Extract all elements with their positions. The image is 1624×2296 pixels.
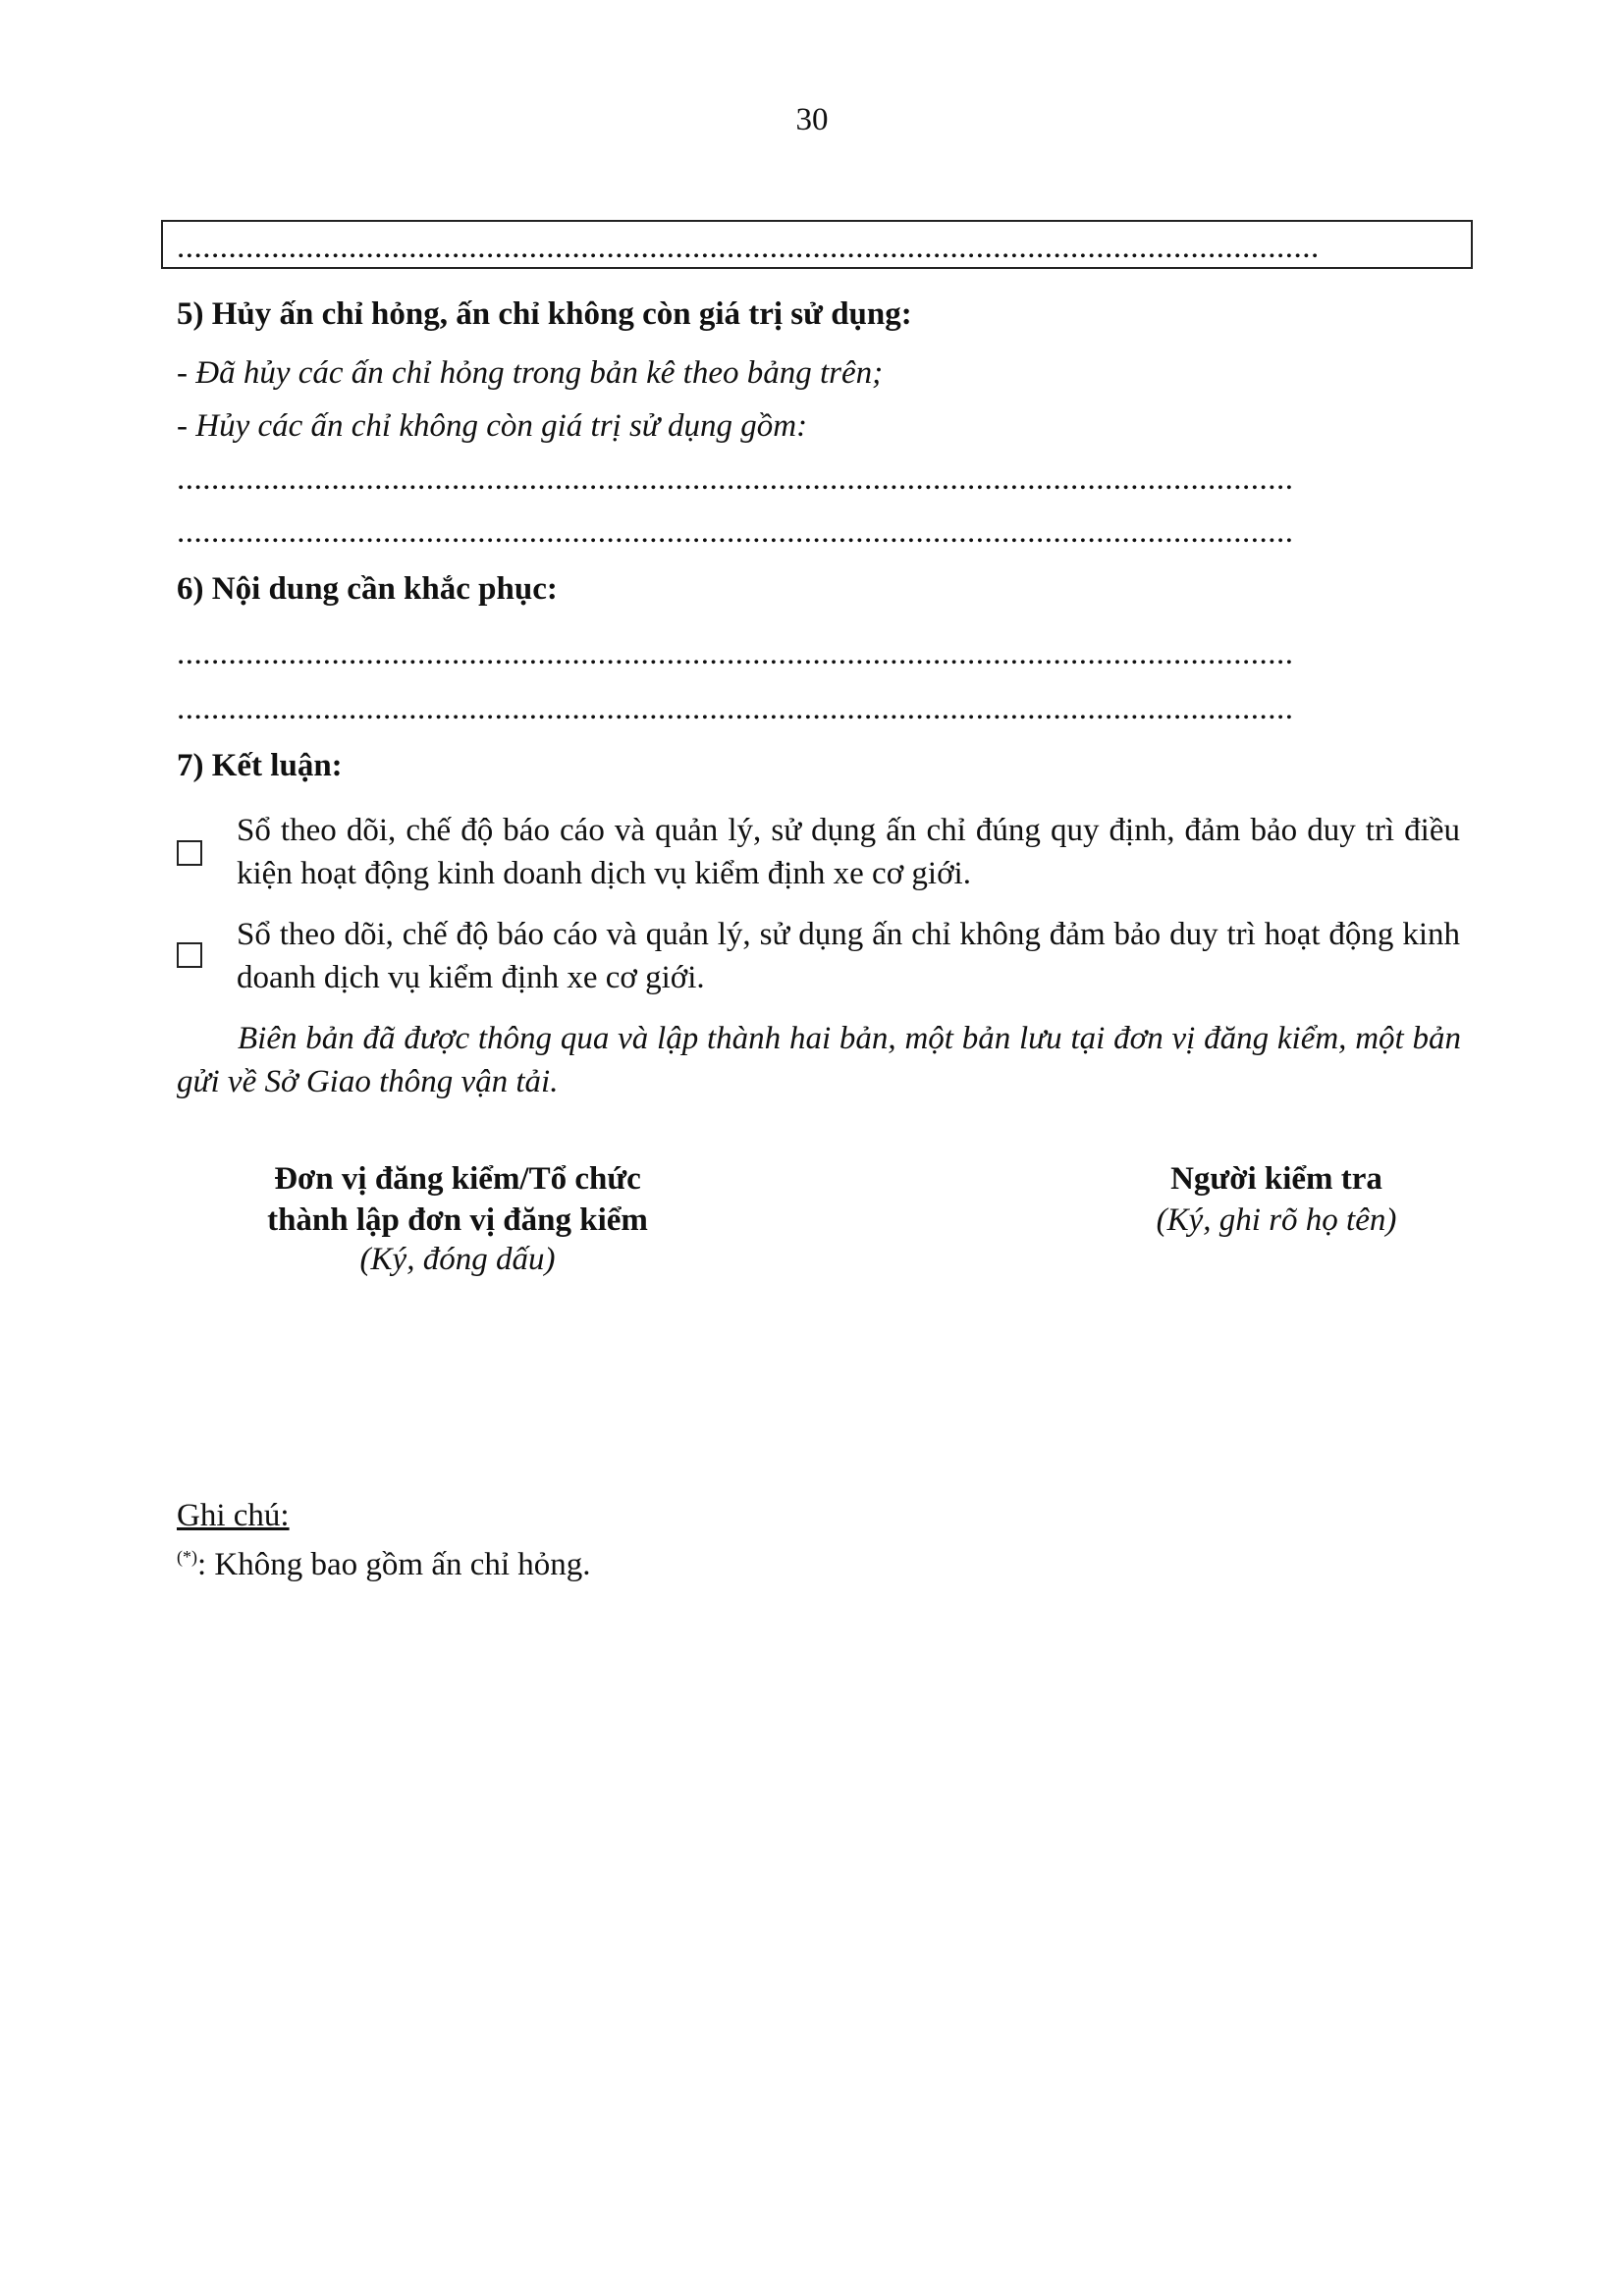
section-5-line-2: - Hủy các ấn chỉ không còn giá trị sử dụng gồm: (177, 408, 808, 444)
closing-statement: Biên bản đã được thông qua và lập thành hai bản, một bản lưu tại đơn vị đăng kiểm, một bản gửi về Sở Giao thông vận tải. (177, 1021, 1461, 1099)
section-6-dots-1[interactable]: .................................................................................................................................. (177, 636, 1294, 671)
signature-left-title-1: Đơn vị đăng kiểm/Tổ chức (274, 1161, 641, 1197)
section-5-dots-2[interactable]: .................................................................................................................................. (177, 514, 1294, 550)
section-5-dots-1[interactable]: .................................................................................................................................. (177, 461, 1294, 497)
signature-right-title: Người kiểm tra (1170, 1161, 1382, 1197)
section-7-title: 7) Kết luận: (177, 748, 343, 783)
box-dotted-line: ..................................................................................................................................... (177, 230, 1320, 265)
section-5-line-1: - Đã hủy các ấn chỉ hỏng trong bản kê theo bảng trên; (177, 355, 884, 391)
notes-marker: (*) (177, 1547, 197, 1567)
notes-text: : Không bao gồm ấn chỉ hỏng. (197, 1547, 591, 1582)
conclusion-compliant-text: Sổ theo dõi, chế độ báo cáo và quản lý, sử dụng ấn chỉ đúng quy định, đảm bảo duy trì điều kiện hoạt động kinh doanh dịch vụ kiểm định xe cơ giới. (237, 813, 1460, 891)
signature-left-title-2: thành lập đơn vị đăng kiểm (267, 1202, 648, 1238)
section-6-title: 6) Nội dung cần khắc phục: (177, 571, 558, 607)
continuation-box (161, 220, 1473, 269)
notes-label: Ghi chú: (177, 1498, 290, 1533)
conclusion-noncompliant-text: Sổ theo dõi, chế độ báo cáo và quản lý, sử dụng ấn chỉ không đảm bảo duy trì hoạt động kinh doanh dịch vụ kiểm định xe cơ giới. (237, 917, 1460, 995)
signature-left-note: (Ký, đóng dấu) (359, 1242, 556, 1277)
section-6-dots-2[interactable]: .................................................................................................................................. (177, 691, 1294, 726)
page-number: 30 (795, 102, 829, 137)
signature-right-note: (Ký, ghi rõ họ tên) (1156, 1202, 1397, 1238)
conclusion-compliant-checkbox[interactable] (177, 840, 202, 866)
section-5-title: 5) Hủy ấn chỉ hỏng, ấn chỉ không còn giá trị sử dụng: (177, 296, 912, 332)
notes-line (177, 1543, 591, 1586)
conclusion-noncompliant-checkbox[interactable] (177, 942, 202, 968)
